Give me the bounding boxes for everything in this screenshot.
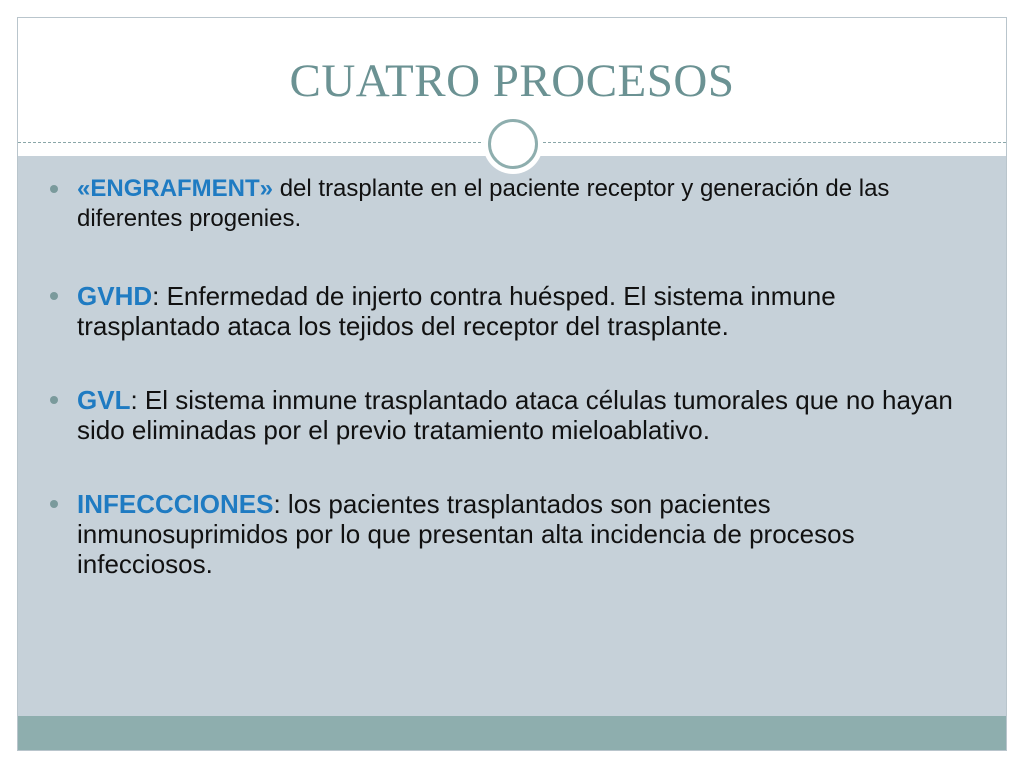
bullet-item-engrafment xyxy=(48,174,968,234)
bullet-text: : los pacientes trasplantados son pacientes inmunosuprimidos por lo que presentan alta incidencia de procesos infecciosos. xyxy=(77,489,855,579)
bullet-text: : El sistema inmune trasplantado ataca células tumorales que no hayan sido eliminadas por el previo tratamiento mieloablativo. xyxy=(77,385,953,445)
bullet-text: del trasplante en el paciente receptor y generación de las diferentes progenies. xyxy=(77,175,890,232)
circle-ornament-icon xyxy=(488,119,538,169)
bullet-item-infecciones xyxy=(48,489,968,579)
bullet-keyword: GVL xyxy=(77,385,131,415)
slide-title: CUATRO PROCESOS xyxy=(289,55,735,107)
bullet-keyword: «ENGRAFMENT» xyxy=(77,175,274,202)
bullet-keyword: GVHD xyxy=(77,281,153,311)
bullet-dot-icon xyxy=(50,396,58,404)
bullet-text: : Enfermedad de injerto contra huésped. El sistema inmune trasplantado ataca los tejidos del receptor del trasplante. xyxy=(77,281,836,341)
bullet-dot-icon xyxy=(50,500,58,508)
slide xyxy=(17,17,1007,751)
bullet-item-gvl xyxy=(48,385,968,445)
bullet-keyword: INFECCCIONES xyxy=(77,489,274,519)
bullet-dot-icon xyxy=(50,292,58,300)
bullet-item-gvhd xyxy=(48,281,968,341)
bullet-list xyxy=(48,174,968,579)
bullet-dot-icon xyxy=(50,185,58,193)
footer-bar xyxy=(18,716,1006,750)
